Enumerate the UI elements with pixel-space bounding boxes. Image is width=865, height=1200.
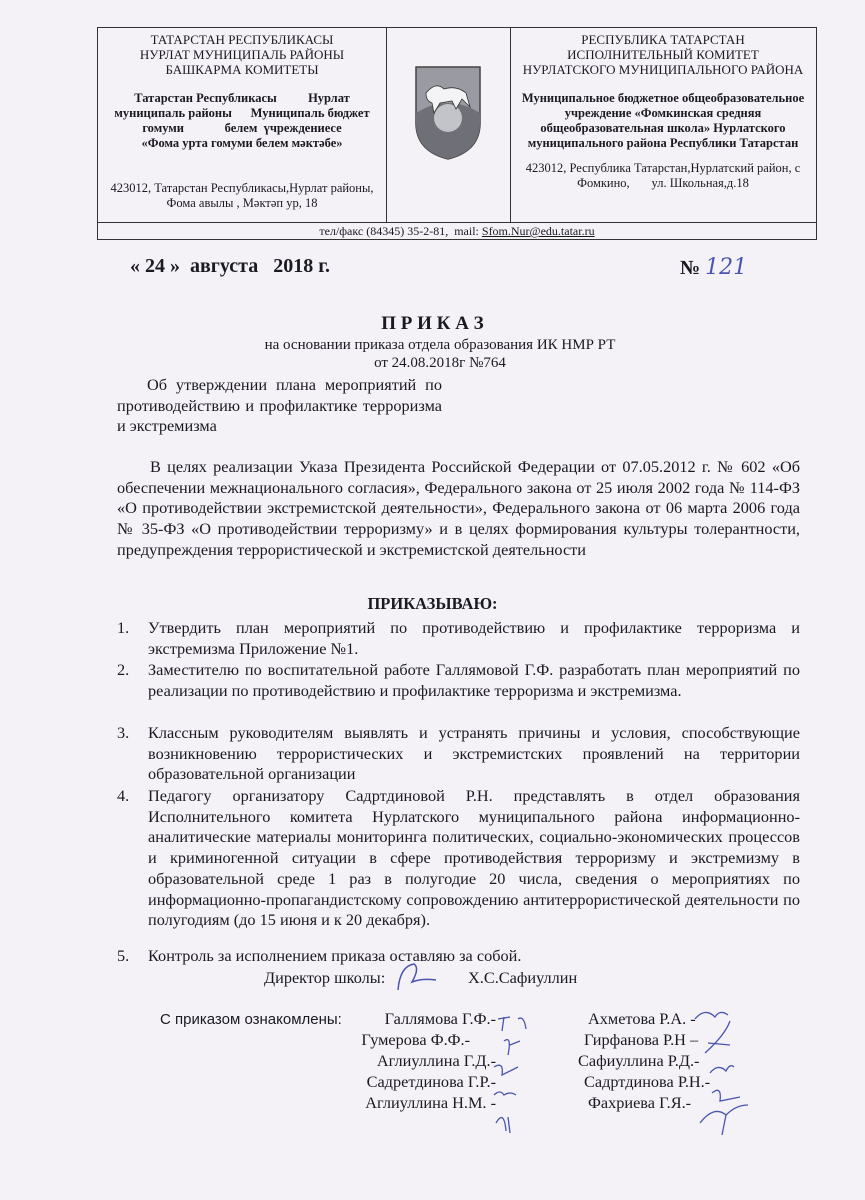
ack-name: Сафиуллина Р.Д.- bbox=[578, 1051, 700, 1070]
right-address-line: Фомкино, ул. Школьная,д.18 bbox=[577, 176, 749, 190]
right-org-line: муниципального района Республики Татарстан bbox=[527, 136, 799, 150]
order-number bbox=[680, 255, 747, 280]
letterhead bbox=[97, 27, 817, 240]
left-line: ТАТАРСТАН РЕСПУБЛИКАСЫ bbox=[150, 32, 334, 47]
number-label: № bbox=[680, 257, 701, 279]
left-line: БАШКАРМА КОМИТЕТЫ bbox=[165, 62, 319, 77]
ack-name: Аглиуллина Г.Д.- bbox=[376, 1051, 496, 1070]
ack-name: Галлямова Г.Ф.- bbox=[384, 1009, 496, 1028]
item-number: 4. bbox=[117, 786, 130, 805]
right-line: РЕСПУБЛИКА ТАТАРСТАН bbox=[581, 32, 745, 47]
order-item bbox=[117, 786, 800, 931]
letterhead-left bbox=[98, 28, 387, 222]
ack-name: Гирфанова Р.Н – bbox=[584, 1030, 699, 1049]
left-org-line: муниципаль районы Муниципаль бюджет bbox=[114, 106, 370, 120]
order-basis bbox=[215, 336, 665, 372]
letterhead-right bbox=[510, 28, 816, 222]
contact-text: тел/факс (84345) 35-2-81, mail: bbox=[319, 224, 482, 238]
ack-name: Ахметова Р.А. - bbox=[588, 1009, 696, 1028]
basis-line: от 24.08.2018г №764 bbox=[374, 355, 506, 371]
director-signature-icon bbox=[392, 960, 442, 994]
order-item bbox=[117, 946, 800, 967]
item-text: Заместителю по воспитательной работе Галлямовой Г.Ф. разработать план мероприятий по реализации по противодействию и профилактике терроризма и экстремизма. bbox=[148, 660, 800, 700]
ack-name: Садретдинова Г.Р.- bbox=[366, 1072, 496, 1091]
ack-name: Фахриева Г.Я.- bbox=[588, 1093, 692, 1112]
left-line: НУРЛАТ МУНИЦИПАЛЬ РАЙОНЫ bbox=[139, 47, 345, 62]
ack-label: С приказом ознакомлены: bbox=[160, 1011, 342, 1028]
basis-line: на основании приказа отдела образования ИК НМР РТ bbox=[264, 337, 616, 353]
item-text: Утвердить план мероприятий по противодействию и профилактике терроризма и экстремизма Приложение №1. bbox=[148, 618, 800, 658]
item-number: 1. bbox=[117, 618, 130, 637]
right-line: НУРЛАТСКОГО МУНИЦИПАЛЬНОГО РАЙОНА bbox=[522, 62, 804, 77]
contact-row bbox=[98, 222, 816, 240]
ack-name: Садртдинова Р.Н.- bbox=[584, 1072, 711, 1091]
item-number: 2. bbox=[117, 660, 130, 679]
order-item bbox=[117, 660, 800, 701]
right-org-line: общеобразовательная школа» Нурлатского bbox=[540, 121, 786, 135]
ack-signatures-icon bbox=[490, 1005, 770, 1135]
emblem-cell bbox=[386, 28, 511, 222]
left-address-line: Фома авылы , Мәктәп ур, 18 bbox=[166, 196, 318, 210]
director-name: Х.С.Сафиуллин bbox=[468, 968, 578, 987]
item-number: 3. bbox=[117, 723, 130, 742]
ack-name: Гумерова Ф.Ф.- bbox=[361, 1030, 470, 1049]
right-line: ИСПОЛНИТЕЛЬНЫЙ КОМИТЕТ bbox=[567, 47, 759, 62]
item-text: Контроль за исполнением приказа оставляю за собой. bbox=[148, 946, 522, 965]
coat-of-arms-icon bbox=[412, 63, 484, 163]
item-number: 5. bbox=[117, 946, 130, 965]
order-item bbox=[117, 618, 800, 659]
order-title: П Р И К А З bbox=[381, 313, 484, 334]
order-item bbox=[117, 723, 800, 785]
number-value: 121 bbox=[705, 255, 748, 280]
director-label: Директор школы: bbox=[264, 968, 386, 987]
ack-name: Аглиуллина Н.М. - bbox=[365, 1093, 496, 1112]
right-org-line: учреждение «Фомкинская средняя bbox=[564, 106, 762, 120]
item-text: Классным руководителям выявлять и устранять причины и условия, способствующие возникновению террористических и экстремистских проявлений на территории образовательной организации bbox=[148, 723, 800, 784]
item-text: Педагогу организатору Садртдиновой Р.Н. представлять в отдел образования Исполнительного комитета Нурлатского муниципального района информационно-аналитические материалы мониторинга политических, социально-экономических процессов и криминогенной ситуации в сфере противодействия терроризму и экстремизму в образовательной среде 1 раз в полугодие 20 числа, сведения о мероприятиях по информационно-пропагандистскому сопровождению антитеррористической деятельности по полугодиям (до 15 июня и к 20 декабря). bbox=[148, 786, 800, 930]
order-date: « 24 » августа 2018 г. bbox=[130, 255, 331, 277]
order-subject: Об утверждении плана мероприятий по противодействию и профилактике терроризма и экстремизма bbox=[117, 375, 442, 436]
right-org-line: Муниципальное бюджетное общеобразовательное bbox=[521, 91, 805, 105]
left-address-line: 423012, Татарстан Республикасы,Нурлат районы, bbox=[110, 181, 374, 195]
left-org-line: Татарстан Республикасы Нурлат bbox=[134, 91, 350, 105]
right-address-line: 423012, Республика Татарстан,Нурлатский район, с bbox=[525, 161, 801, 175]
order-heading: ПРИКАЗЫВАЮ: bbox=[367, 594, 498, 613]
email-link[interactable]: Sfom.Nur@edu.tatar.ru bbox=[481, 224, 595, 238]
preamble: В целях реализации Указа Президента Российской Федерации от 07.05.2012 г. № 602 «Об обеспечении межнационального согласия», Федерального закона от 25 июля 2002 года № 114-ФЗ «О противодействии экстремистской деятельности», Федерального закона от 06 марта 2006 года № 35-ФЗ «О противодействии терроризму» и в целях формирования культуры толерантности, предупреждения террористической и экстремистской деятельности bbox=[117, 457, 800, 559]
left-org-line: «Фома урта гомуми белем мәктәбе» bbox=[141, 136, 343, 150]
left-org-line: гомуми белем үчреждениесе bbox=[142, 121, 342, 135]
